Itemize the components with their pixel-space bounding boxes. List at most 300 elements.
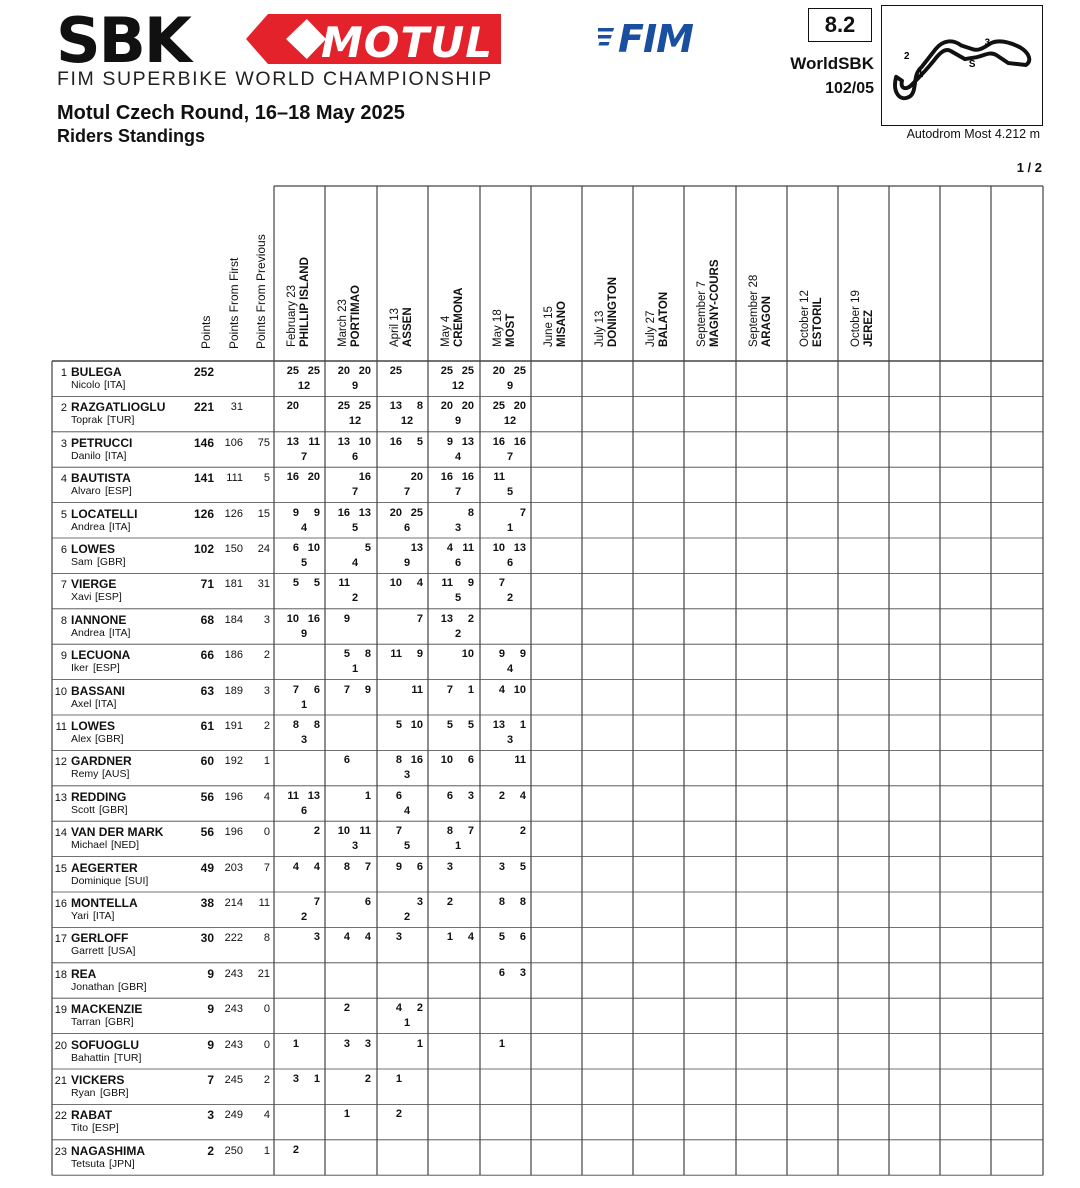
- round-header: [799, 290, 825, 347]
- race2-points: 25: [307, 365, 320, 377]
- round-name: ASSEN: [402, 307, 414, 347]
- superpole-race-points: 12: [451, 380, 465, 392]
- race1-points: 7: [446, 683, 453, 696]
- rider-position: 15: [54, 862, 67, 875]
- race1-points: 20: [337, 365, 350, 377]
- rider-first-name: Andrea: [71, 520, 105, 533]
- rider-points-from-first: 191: [224, 720, 243, 732]
- rider-points-from-previous: 31: [257, 578, 270, 591]
- rider-nation: [ESP]: [92, 1122, 119, 1135]
- rider-last-name: LOWES: [71, 542, 115, 556]
- col-header-points: Points: [199, 315, 213, 349]
- race1-points: 2: [446, 896, 453, 908]
- race2-points: 7: [416, 612, 423, 625]
- rider-points: 60: [200, 754, 214, 769]
- round-name: BALATON: [658, 291, 670, 347]
- rider-last-name: REDDING: [71, 789, 127, 804]
- rider-points-from-previous: 2: [263, 1074, 270, 1086]
- race2-points: 11: [308, 435, 320, 448]
- rider-position: 3: [60, 437, 67, 450]
- rider-points: 68: [200, 612, 214, 627]
- rider-last-name: BAUTISTA: [71, 471, 131, 486]
- superpole-race-points: 5: [351, 521, 359, 534]
- rider-first-name: Sam: [71, 556, 93, 568]
- race2-points: 10: [461, 648, 474, 661]
- rider-points-from-first: 249: [224, 1109, 243, 1122]
- race2-points: 10: [513, 683, 526, 696]
- rider-position: 17: [54, 933, 67, 946]
- round-header: [337, 285, 363, 347]
- race2-points: 13: [410, 542, 423, 554]
- rider-nation: [ITA]: [95, 697, 117, 710]
- race1-points: 6: [292, 542, 299, 554]
- race2-points: 9: [364, 683, 371, 696]
- rider-first-name: Toprak: [71, 414, 103, 427]
- race1-points: 1: [395, 1073, 402, 1085]
- rider-position: 19: [54, 1004, 67, 1017]
- rider-points: 63: [200, 683, 214, 698]
- rider-last-name: LOWES: [71, 719, 115, 733]
- round-header: [748, 275, 774, 347]
- race1-points: 13: [440, 612, 453, 625]
- race1-points: 4: [498, 683, 505, 696]
- race2-points: 3: [313, 931, 320, 944]
- race1-points: 6: [498, 966, 505, 979]
- round-date: February 23: [286, 284, 298, 347]
- rider-points-from-first: 181: [224, 578, 243, 591]
- rider-points-from-previous: 3: [263, 684, 270, 697]
- rider-points-from-previous: 0: [263, 1003, 270, 1016]
- race2-points: 20: [307, 471, 320, 484]
- race2-points: 13: [461, 435, 474, 448]
- rider-points-from-first: 184: [224, 613, 243, 626]
- document-code: 102/05: [825, 80, 874, 97]
- rider-nation: [ITA]: [93, 910, 115, 922]
- race2-points: 9: [467, 577, 474, 590]
- race2-points: 10: [358, 435, 371, 448]
- rider-nation: [ESP]: [95, 591, 122, 604]
- rider-position: 22: [54, 1110, 67, 1123]
- rider-first-name: Iker: [71, 662, 89, 675]
- rider-points: 9: [207, 1002, 214, 1017]
- race2-points: 7: [467, 825, 474, 838]
- race2-points: 4: [519, 789, 526, 802]
- race1-points: 20: [492, 365, 505, 377]
- race1-points: 4: [446, 542, 453, 554]
- race2-points: 25: [410, 506, 423, 519]
- superpole-race-points: 2: [454, 627, 462, 640]
- rider-last-name: LOCATELLI: [71, 506, 138, 521]
- superpole-race-points: 12: [400, 415, 414, 428]
- race2-points: 16: [513, 435, 526, 448]
- round-header: [543, 301, 569, 347]
- race1-points: 8: [395, 754, 402, 767]
- race2-points: 6: [364, 896, 371, 908]
- race1-points: 11: [287, 789, 299, 802]
- race2-points: 9: [313, 506, 320, 519]
- rider-points: 9: [207, 1037, 214, 1052]
- col-header-points-from-previous: Points From Previous: [254, 234, 268, 349]
- rider-points-from-previous: 2: [263, 720, 270, 732]
- rider-nation: [ESP]: [105, 485, 132, 498]
- rider-position: 11: [55, 721, 67, 733]
- col-header-points-from-first: Points From First: [227, 257, 241, 349]
- rider-nation: [AUS]: [102, 768, 130, 781]
- rider-points-from-first: 196: [224, 826, 243, 839]
- race2-points: 5: [416, 435, 423, 448]
- rider-first-name: Scott: [71, 803, 95, 816]
- race2-points: 2: [416, 1002, 423, 1015]
- race1-points: 8: [292, 719, 299, 731]
- round-date: October 12: [799, 290, 811, 347]
- rider-points-from-previous: 24: [257, 543, 270, 555]
- rider-points-from-previous: 5: [263, 472, 270, 485]
- race2-points: 8: [364, 648, 371, 661]
- rider-first-name: Dominique: [71, 874, 122, 887]
- rider-points-from-first: 31: [230, 401, 243, 414]
- round-name: CREMONA: [453, 287, 465, 347]
- superpole-race-points: 3: [454, 521, 462, 534]
- round-name: PORTIMAO: [350, 285, 362, 347]
- rider-nation: [ITA]: [109, 626, 131, 639]
- rider-last-name: REA: [71, 966, 97, 981]
- race1-points: 5: [498, 931, 505, 944]
- rider-points: 3: [207, 1108, 214, 1123]
- race2-points: 16: [461, 471, 474, 484]
- rider-last-name: MACKENZIE: [71, 1002, 143, 1017]
- rider-first-name: Yari: [71, 910, 89, 922]
- round-date: July 13: [594, 310, 606, 347]
- race1-points: 11: [441, 577, 453, 590]
- race1-points: 5: [395, 719, 402, 731]
- rider-points-from-first: 189: [224, 684, 243, 697]
- race1-points: 10: [337, 825, 350, 838]
- rider-points: 146: [193, 435, 214, 450]
- race1-points: 11: [493, 471, 505, 484]
- rider-first-name: Xavi: [71, 591, 92, 604]
- rider-first-name: Nicolo: [71, 379, 101, 391]
- rider-points-from-previous: 8: [263, 932, 270, 945]
- race1-points: 6: [395, 789, 402, 802]
- rider-points: 2: [207, 1143, 214, 1158]
- race1-points: 20: [389, 506, 402, 519]
- race1-points: 1: [498, 1037, 505, 1050]
- rider-position: 14: [54, 827, 67, 840]
- race1-points: 16: [440, 471, 453, 484]
- rider-first-name: Garrett: [71, 945, 104, 958]
- rider-nation: [GBR]: [95, 733, 124, 745]
- race1-points: 9: [395, 860, 402, 873]
- race2-points: 1: [467, 683, 474, 696]
- race1-points: 5: [343, 648, 350, 661]
- superpole-race-points: 2: [403, 911, 411, 923]
- race1-points: 1: [446, 931, 453, 944]
- rider-first-name: Alex: [71, 733, 92, 745]
- race1-points: 11: [390, 648, 402, 661]
- rider-last-name: GARDNER: [71, 754, 132, 769]
- map-label-s: S: [968, 58, 976, 70]
- race2-points: 3: [467, 789, 474, 802]
- rider-position: 7: [60, 579, 67, 592]
- round-name: JEREZ: [863, 309, 875, 347]
- rider-points-from-first: 203: [224, 861, 243, 874]
- rider-points-from-previous: 15: [257, 507, 270, 520]
- rider-points: 61: [200, 719, 214, 733]
- superpole-race-points: 1: [454, 840, 462, 853]
- race2-points: 8: [467, 506, 474, 519]
- superpole-race-points: 2: [506, 592, 514, 605]
- rider-position: 20: [54, 1039, 67, 1052]
- race1-points: 7: [498, 577, 505, 590]
- superpole-race-points: 2: [351, 592, 359, 605]
- race2-points: 20: [513, 400, 526, 413]
- rider-points: 7: [207, 1073, 214, 1087]
- race1-points: 6: [343, 754, 350, 767]
- rider-nation: [GBR]: [97, 556, 126, 568]
- rider-last-name: BASSANI: [71, 683, 126, 698]
- rider-points-from-previous: 1: [263, 1144, 270, 1157]
- rider-points: 71: [200, 577, 214, 592]
- rider-nation: [TUR]: [107, 414, 135, 427]
- rider-points-from-first: 243: [224, 967, 243, 980]
- rider-points: 141: [193, 471, 214, 486]
- race1-points: 25: [389, 365, 402, 377]
- race1-points: 8: [343, 860, 350, 873]
- race2-points: 8: [416, 400, 423, 413]
- rider-first-name: Jonathan: [71, 980, 115, 993]
- superpole-race-points: 9: [454, 415, 462, 428]
- rider-points-from-first: 186: [224, 649, 243, 662]
- rider-last-name: RABAT: [71, 1108, 113, 1123]
- superpole-race-points: 7: [403, 486, 411, 499]
- race1-points: 13: [286, 435, 299, 448]
- rider-position: 10: [54, 685, 67, 698]
- race1-points: 20: [286, 400, 299, 413]
- rider-position: 21: [54, 1075, 67, 1087]
- rider-points-from-previous: 3: [263, 613, 270, 626]
- rider-last-name: BULEGA: [71, 365, 122, 379]
- race2-points: 4: [467, 931, 474, 944]
- rider-points-from-previous: 0: [263, 826, 270, 839]
- rider-last-name: LECUONA: [71, 648, 131, 663]
- superpole-race-points: 1: [403, 1017, 411, 1030]
- round-date: May 18: [492, 309, 504, 347]
- round-header: [645, 292, 671, 347]
- race2-points: 13: [307, 789, 320, 802]
- rider-points-from-previous: 7: [263, 861, 270, 874]
- race1-points: 9: [446, 435, 453, 448]
- race2-points: 13: [358, 506, 371, 519]
- race2-points: 16: [410, 754, 423, 767]
- race2-points: 25: [461, 365, 474, 377]
- round-date: September 28: [748, 274, 760, 347]
- race2-points: 25: [513, 365, 526, 377]
- round-header: [389, 307, 415, 347]
- rider-position: 16: [54, 898, 67, 910]
- race2-points: 10: [307, 542, 320, 554]
- rider-first-name: Tarran: [71, 1016, 101, 1029]
- race2-points: 20: [461, 400, 474, 413]
- race2-points: 20: [358, 365, 371, 377]
- rider-points: 38: [200, 896, 214, 910]
- superpole-race-points: 6: [403, 521, 411, 534]
- rider-first-name: Andrea: [71, 626, 105, 639]
- race1-points: 16: [389, 435, 402, 448]
- rider-nation: [SUI]: [125, 874, 149, 887]
- rider-points-from-first: 245: [224, 1074, 243, 1086]
- rider-points-from-first: 222: [224, 932, 243, 945]
- rider-nation: [ITA]: [109, 520, 131, 533]
- superpole-race-points: 5: [300, 557, 308, 569]
- round-name: ARAGON: [761, 295, 773, 347]
- rider-points-from-first: 150: [224, 543, 243, 555]
- race2-points: 11: [514, 754, 526, 767]
- round-date: March 23: [337, 299, 349, 347]
- superpole-race-points: 9: [351, 380, 359, 392]
- rider-first-name: Bahattin: [71, 1051, 110, 1064]
- rider-position: 1: [60, 367, 67, 379]
- rider-last-name: NAGASHIMA: [71, 1143, 145, 1158]
- race1-points: 4: [395, 1002, 402, 1015]
- superpole-race-points: 4: [506, 663, 514, 676]
- race2-points: 5: [364, 542, 371, 554]
- race1-points: 7: [343, 683, 350, 696]
- rider-first-name: Ryan: [71, 1087, 96, 1099]
- race2-points: 9: [519, 648, 526, 661]
- race2-points: 1: [364, 789, 371, 802]
- race2-points: 16: [307, 612, 320, 625]
- rider-last-name: PETRUCCI: [71, 435, 133, 450]
- superpole-race-points: 6: [454, 557, 462, 569]
- race2-points: 1: [313, 1073, 320, 1085]
- race2-points: 13: [513, 542, 526, 554]
- race2-points: 16: [358, 471, 371, 484]
- rider-last-name: MONTELLA: [71, 896, 138, 910]
- race1-points: 10: [440, 754, 453, 767]
- race2-points: 6: [467, 754, 474, 767]
- rider-nation: [ESP]: [93, 662, 120, 675]
- event-title: Motul Czech Round, 16–18 May 2025: [57, 102, 405, 124]
- superpole-race-points: 3: [351, 840, 359, 853]
- rider-position: 18: [54, 968, 67, 981]
- fim-logo-text: FIM: [618, 17, 693, 58]
- round-name: MAGNY-COURS: [709, 259, 721, 347]
- race1-points: 25: [286, 365, 299, 377]
- rider-nation: [TUR]: [114, 1051, 142, 1064]
- race1-points: 2: [292, 1143, 299, 1156]
- race2-points: 9: [416, 648, 423, 661]
- round-header: [594, 277, 620, 347]
- superpole-race-points: 9: [506, 380, 514, 392]
- race2-points: 6: [416, 860, 423, 873]
- rider-position: 9: [60, 650, 67, 663]
- race1-points: 7: [292, 683, 299, 696]
- superpole-race-points: 1: [351, 663, 359, 676]
- rider-points-from-first: 192: [224, 755, 243, 768]
- race2-points: 8: [313, 719, 320, 731]
- rider-points: 66: [200, 648, 214, 663]
- page-number: 1 / 2: [1016, 160, 1042, 175]
- rider-position: 5: [60, 508, 67, 521]
- race2-points: 7: [519, 506, 526, 519]
- race1-points: 13: [389, 400, 402, 413]
- race2-points: 11: [462, 542, 474, 554]
- superpole-race-points: 4: [403, 804, 411, 817]
- round-header: [440, 288, 466, 347]
- rider-last-name: VICKERS: [71, 1073, 125, 1087]
- round-header: [492, 309, 518, 347]
- motul-logo-text: MOTUL: [321, 18, 494, 67]
- round-name: PHILLIP ISLAND: [299, 257, 311, 347]
- rider-points-from-first: 214: [224, 897, 243, 909]
- rider-last-name: SOFUOGLU: [71, 1037, 139, 1052]
- superpole-race-points: 7: [300, 450, 308, 463]
- superpole-race-points: 7: [506, 450, 514, 463]
- rider-first-name: Alvaro: [71, 485, 101, 498]
- round-date: May 4: [440, 315, 452, 347]
- superpole-race-points: 12: [348, 415, 362, 428]
- rider-points-from-first: 111: [226, 472, 243, 485]
- race1-points: 11: [338, 577, 350, 590]
- rider-last-name: VIERGE: [71, 577, 117, 592]
- round-date: April 13: [389, 308, 401, 347]
- race2-points: 1: [416, 1037, 423, 1050]
- superpole-race-points: 3: [300, 734, 308, 746]
- rider-nation: [NED]: [111, 839, 140, 852]
- rider-last-name: GERLOFF: [71, 931, 129, 946]
- race1-points: 10: [492, 542, 505, 554]
- rider-points-from-first: 250: [224, 1144, 243, 1157]
- round-header: [696, 259, 722, 347]
- race1-points: 9: [343, 612, 350, 625]
- rider-nation: [USA]: [108, 945, 136, 958]
- rider-points: 49: [200, 860, 214, 875]
- race2-points: 7: [364, 860, 371, 873]
- rider-last-name: IANNONE: [71, 612, 127, 627]
- race2-points: 5: [467, 719, 474, 731]
- race2-points: 11: [359, 825, 371, 838]
- superpole-race-points: 2: [300, 911, 308, 923]
- series-name: WorldSBK: [790, 54, 874, 73]
- superpole-race-points: 4: [300, 521, 308, 534]
- race2-points: 20: [410, 471, 423, 484]
- race1-points: 4: [343, 931, 350, 944]
- superpole-race-points: 12: [297, 380, 311, 392]
- superpole-race-points: 12: [503, 415, 517, 428]
- race1-points: 20: [440, 400, 453, 413]
- race2-points: 6: [519, 931, 526, 944]
- superpole-race-points: 6: [351, 450, 359, 463]
- rider-points: 30: [200, 931, 214, 946]
- rider-points: 56: [200, 789, 214, 804]
- rider-points: 9: [207, 966, 214, 981]
- superpole-race-points: 6: [506, 557, 514, 569]
- superpole-race-points: 7: [351, 486, 359, 499]
- superpole-race-points: 1: [506, 521, 514, 534]
- race1-points: 16: [492, 435, 505, 448]
- race2-points: 3: [364, 1037, 371, 1050]
- rider-points-from-first: 243: [224, 1038, 243, 1051]
- race1-points: 16: [286, 471, 299, 484]
- superpole-race-points: 4: [454, 450, 462, 463]
- race2-points: 4: [416, 577, 423, 590]
- race2-points: 5: [519, 860, 526, 873]
- rider-nation: [GBR]: [118, 980, 147, 993]
- round-date: June 15: [543, 306, 555, 347]
- rider-position: 2: [60, 402, 67, 415]
- race1-points: 2: [395, 1108, 402, 1121]
- round-name: MISANO: [556, 301, 568, 347]
